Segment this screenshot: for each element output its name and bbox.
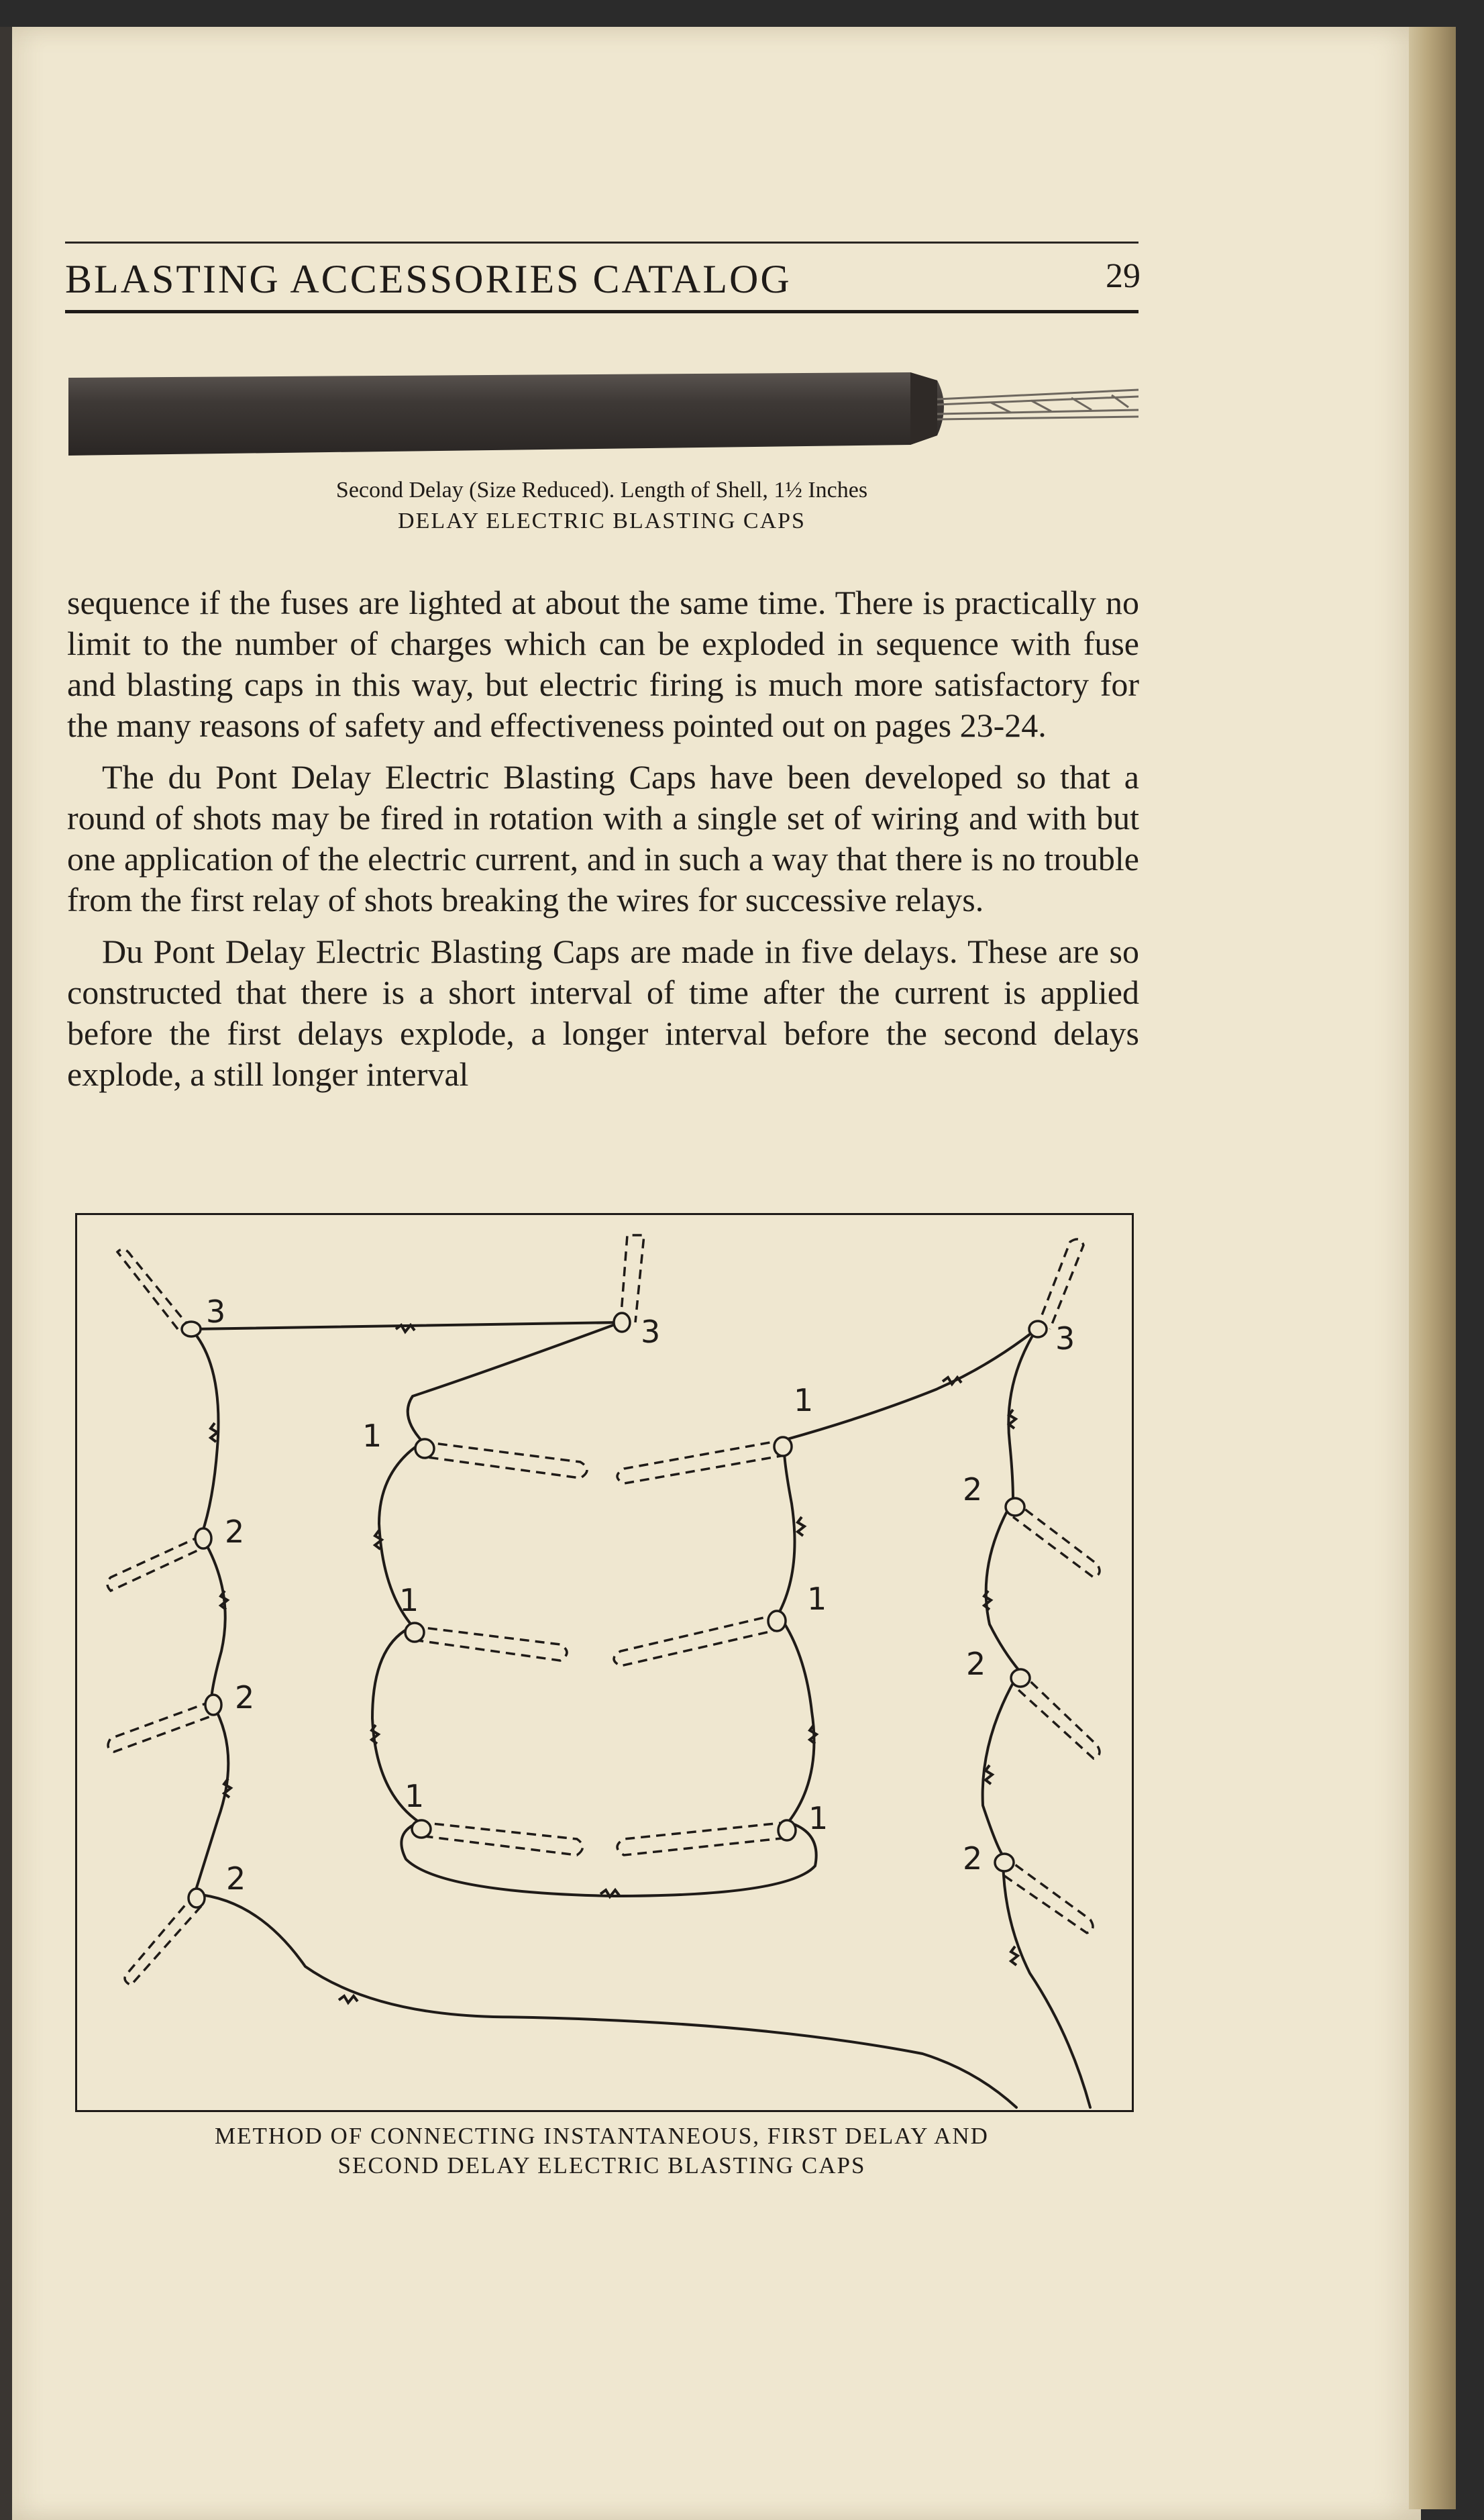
diagram-caption-line2: SECOND DELAY ELECTRIC BLASTING CAPS (337, 2152, 866, 2178)
top-caption-line2: DELAY ELECTRIC BLASTING CAPS (398, 509, 806, 533)
page-number: 29 (1106, 257, 1141, 295)
body-text (67, 582, 1139, 1106)
leg-wires (937, 390, 1138, 419)
top-figure-caption (65, 475, 1138, 537)
wire-right-bottom (1003, 1856, 1090, 2107)
cap-midr-1c (617, 1822, 788, 1855)
cap-shell (68, 372, 944, 456)
wire-mid-top (408, 1322, 621, 1442)
cap-head (1006, 1498, 1024, 1516)
cap-head (1011, 1669, 1030, 1687)
wire-left-bottom (195, 1894, 1016, 2107)
cap-left-2c (125, 1894, 201, 1985)
wire-right-3 (983, 1671, 1020, 1856)
cap-head (1029, 1321, 1047, 1337)
label-delay-1: 1 (399, 1582, 419, 1618)
wiring-diagram (77, 1215, 1132, 2110)
wire-right-2 (986, 1500, 1020, 1671)
cap-head (205, 1695, 221, 1715)
label-delay-2: 2 (966, 1646, 986, 1682)
cap-head (182, 1322, 201, 1336)
joint-mark (1009, 1410, 1016, 1428)
joint-mark (339, 1996, 358, 2003)
wiring-diagram-frame (75, 1213, 1134, 2112)
cap-midr-1b (614, 1614, 778, 1666)
wire-midr-top (785, 1329, 1037, 1440)
cap-top-mid (621, 1235, 644, 1322)
paragraph-3: Du Pont Delay Electric Blasting Caps are made in five delays. These are so constructed that there is a short interval of time after the current is applied before the first delays explode, a longer interval before the second delays explode, a still longer interval (67, 933, 1139, 1093)
cap-head (412, 1820, 431, 1838)
cap-head (415, 1439, 434, 1458)
label-delay-1: 1 (808, 1800, 829, 1836)
wire-left-top (191, 1322, 621, 1329)
label-delay-3: 3 (1055, 1320, 1075, 1357)
cap-right-2b (1016, 1671, 1100, 1758)
label-delay-2: 2 (963, 1840, 983, 1877)
joint-mark (986, 1765, 992, 1784)
wire-midr-1 (778, 1614, 814, 1822)
cap-mid-1c (419, 1822, 583, 1855)
running-head: BLASTING ACCESSORIES CATALOG (65, 257, 792, 301)
cap-top-right (1037, 1239, 1083, 1329)
paragraph-1: sequence if the fuses are lighted at about the same time. There is practically no limit to the number of charges which can be exploded in sequence with fuse and blasting caps in this way, but electric firing is much more satisfactory for the many reasons of safety and effectiveness pointed out on pages 23-24. (67, 584, 1139, 744)
cap-left-2a (107, 1536, 205, 1591)
label-delay-3: 3 (641, 1314, 661, 1350)
cap-head (995, 1854, 1014, 1871)
joint-mark (1011, 1946, 1018, 1965)
wire-left-3 (195, 1701, 228, 1894)
book-gutter (0, 27, 12, 2520)
cap-head (189, 1889, 205, 1907)
cap-right-2a (1013, 1500, 1100, 1577)
cap-head (195, 1528, 211, 1548)
diagram-caption (65, 2121, 1138, 2181)
cap-mid-1b (413, 1626, 567, 1661)
cap-head (774, 1437, 792, 1456)
joint-mark (211, 1423, 217, 1442)
blasting-cap-illustration (65, 366, 1138, 460)
label-delay-1: 1 (405, 1778, 425, 1814)
page-edge (1409, 27, 1456, 2509)
joint-mark (798, 1517, 804, 1536)
top-caption-line1: Second Delay (Size Reduced). Length of Shell, 1½ Inches (335, 478, 868, 503)
header-rule-top (65, 242, 1138, 244)
label-delay-2: 2 (225, 1514, 245, 1550)
cap-mid-1a (423, 1442, 587, 1478)
wire-mid-bottom (401, 1822, 816, 1896)
cap-midr-1a (617, 1440, 785, 1483)
cap-top-left (117, 1249, 191, 1329)
wire-left-1 (191, 1329, 219, 1536)
label-delay-1: 1 (794, 1382, 814, 1418)
label-delay-2: 2 (235, 1679, 255, 1716)
label-delay-3: 3 (206, 1294, 226, 1330)
cap-head (405, 1623, 424, 1642)
cap-right-2c (1000, 1856, 1093, 1933)
wire-left-2 (201, 1536, 225, 1701)
cap-crimp (910, 372, 937, 445)
cap-left-2b (108, 1701, 215, 1752)
wire-right-1 (1008, 1329, 1037, 1500)
cap-head (768, 1611, 786, 1631)
label-delay-2: 2 (226, 1860, 246, 1897)
label-delay-1: 1 (807, 1581, 827, 1617)
wire-midr-2 (778, 1440, 795, 1614)
cap-head (778, 1820, 796, 1840)
cap-head (614, 1313, 630, 1332)
diagram-caption-line1: METHOD OF CONNECTING INSTANTANEOUS, FIRST DELAY AND (215, 2123, 989, 2149)
label-delay-2: 2 (963, 1471, 983, 1508)
header-rule-bottom (65, 310, 1138, 313)
label-delay-1: 1 (362, 1418, 382, 1454)
paragraph-2: The du Pont Delay Electric Blasting Caps have been developed so that a round of shots may be fired in rotation with a single set of wiring and with but one application of the electric current, and in such a way that there is no trouble from the first relay of shots breaking the wires for successive relays. (67, 758, 1139, 918)
